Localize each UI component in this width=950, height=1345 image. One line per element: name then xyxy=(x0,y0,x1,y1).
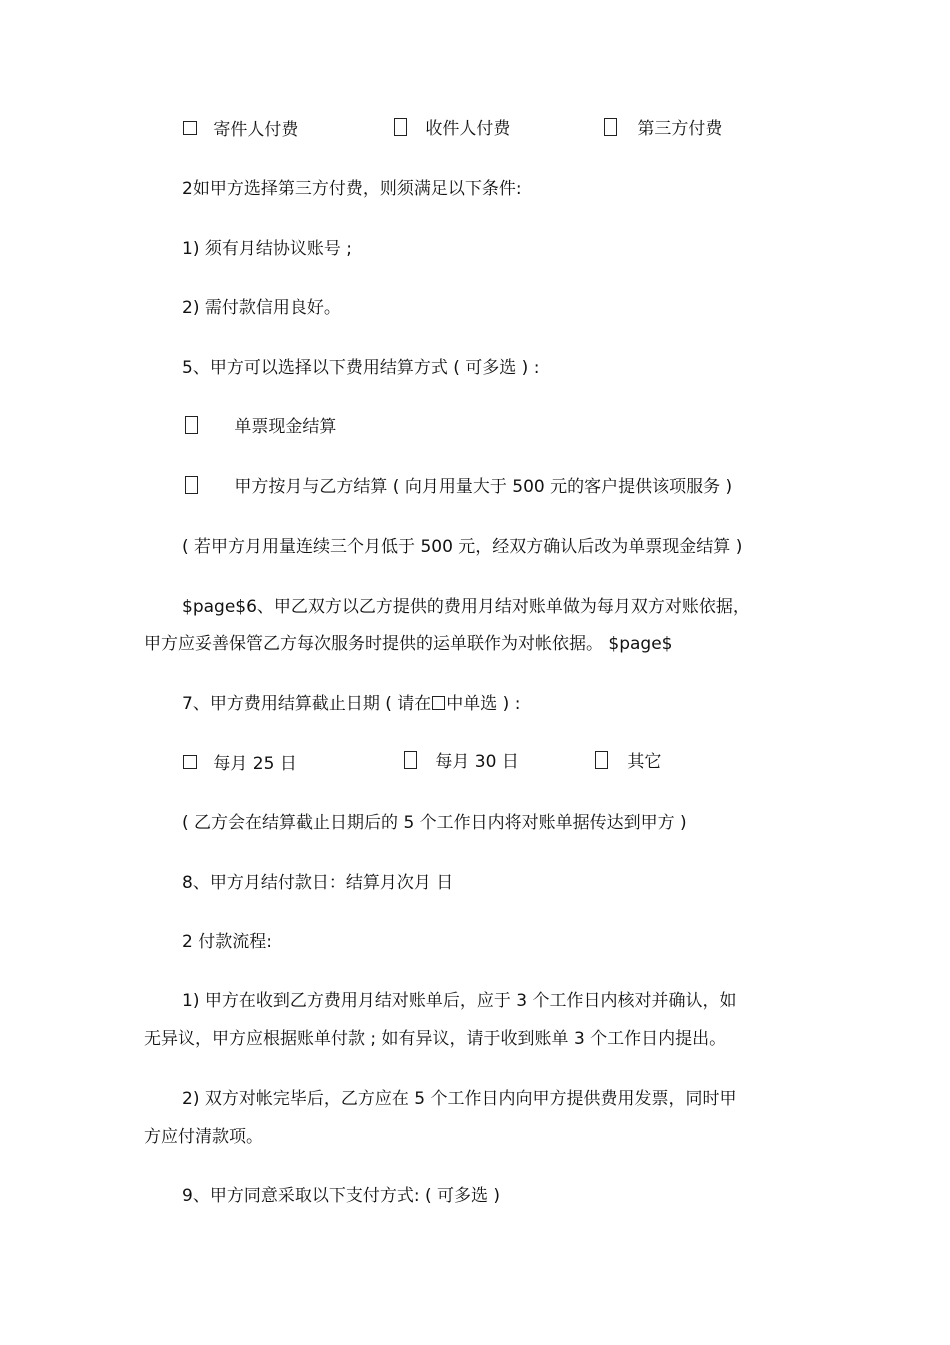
checkbox-icon[interactable] xyxy=(595,751,608,769)
checkbox-icon[interactable] xyxy=(185,416,198,434)
option-cutoff-30[interactable] xyxy=(404,752,519,772)
cutoff-heading-end: 中单选 ) : xyxy=(446,694,521,714)
reconciliation-line-2: 甲方应妥善保管乙方每次服务时提供的运单联作为对帐依据。 $page$ xyxy=(144,634,673,654)
cutoff-heading xyxy=(182,694,520,714)
option-label: 第三方付费 xyxy=(637,119,723,139)
checkbox-icon xyxy=(432,696,445,710)
option-cutoff-25[interactable] xyxy=(183,754,297,774)
option-label: 寄件人付费 xyxy=(213,120,299,140)
option-label: 每月 30 日 xyxy=(435,752,519,772)
option-cash-settlement[interactable] xyxy=(185,417,336,437)
option-monthly-settlement[interactable] xyxy=(185,477,732,497)
option-label: 其它 xyxy=(627,752,662,772)
settlement-heading: 5、甲方可以选择以下费用结算方式 ( 可多选 ) : xyxy=(182,358,540,378)
option-sender-pays[interactable] xyxy=(183,120,298,140)
option-label: 收件人付费 xyxy=(425,119,511,139)
checkbox-icon[interactable] xyxy=(185,476,198,494)
option-cutoff-other[interactable] xyxy=(595,752,661,772)
option-third-party-pays[interactable] xyxy=(604,119,722,139)
checkbox-icon[interactable] xyxy=(394,118,407,136)
option-label: 每月 25 日 xyxy=(213,754,297,774)
payment-process-p2-line-1: 2) 双方对帐完毕后，乙方应在 5 个工作日内向甲方提供费用发票，同时甲 xyxy=(182,1089,737,1109)
settlement-note: ( 若甲方月用量连续三个月低于 500 元，经双方确认后改为单票现金结算 ) xyxy=(182,537,743,557)
payment-process-p1-line-2: 无异议，甲方应根据账单付款 ; 如有异议，请于收到账单 3 个工作日内提出。 xyxy=(144,1029,727,1049)
third-party-intro: 2如甲方选择第三方付费，则须满足以下条件: xyxy=(182,179,522,199)
cutoff-note: ( 乙方会在结算截止日期后的 5 个工作日内将对账单据传达到甲方 ) xyxy=(182,813,687,833)
option-label: 单票现金结算 xyxy=(234,417,337,437)
payment-day: 8、甲方月结付款日：结算月次月 日 xyxy=(182,873,454,893)
option-label: 甲方按月与乙方结算 ( 向月用量大于 500 元的客户提供该项服务 ) xyxy=(234,477,733,497)
payment-process-heading: 2 付款流程: xyxy=(182,932,272,952)
checkbox-icon[interactable] xyxy=(404,751,417,769)
cutoff-heading-start: 7、甲方费用结算截止日期 ( 请在 xyxy=(182,694,432,714)
payment-process-p1-line-1: 1) 甲方在收到乙方费用月结对账单后，应于 3 个工作日内核对并确认，如 xyxy=(182,991,737,1011)
payment-methods-heading: 9、甲方同意采取以下支付方式: ( 可多选 ) xyxy=(182,1186,501,1206)
option-receiver-pays[interactable] xyxy=(394,119,510,139)
checkbox-icon[interactable] xyxy=(604,118,617,136)
payment-process-p2-line-2: 方应付清款项。 xyxy=(144,1127,263,1147)
reconciliation-line-1: $page$6、甲乙双方以乙方提供的费用月结对账单做为每月双方对账依据， xyxy=(182,597,750,617)
checkbox-icon[interactable] xyxy=(183,121,197,135)
condition-item-1: 1) 须有月结协议账号 ; xyxy=(182,239,352,259)
checkbox-icon[interactable] xyxy=(183,755,197,769)
condition-item-2: 2) 需付款信用良好。 xyxy=(182,298,341,318)
